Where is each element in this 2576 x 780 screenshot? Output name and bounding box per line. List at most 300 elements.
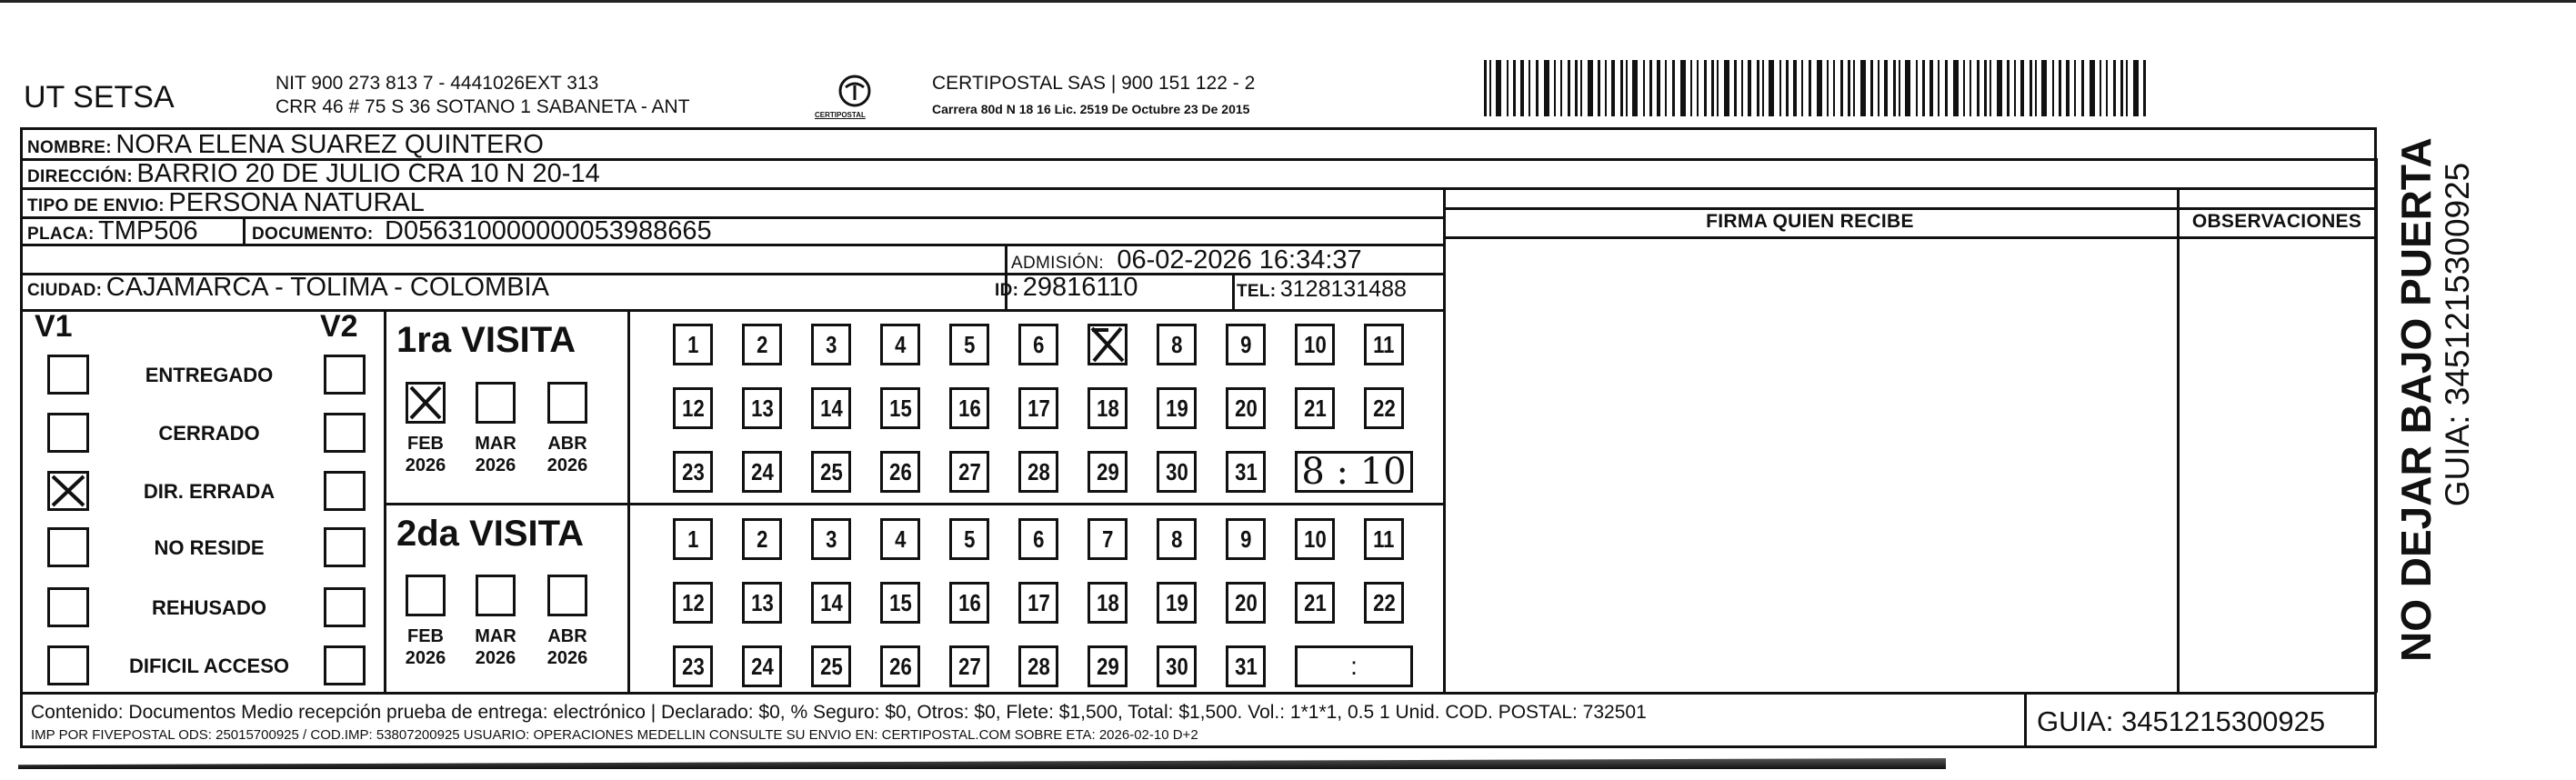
guia-vertical-text: GUIA: 3451215300925 (2439, 162, 2476, 507)
barcode-bar (1741, 60, 1743, 116)
barcode-bar (1672, 60, 1675, 116)
admision-value: 06-02-2026 16:34:37 (1117, 245, 1362, 275)
barcode-bar (1632, 60, 1638, 116)
tel-row (1237, 276, 1407, 303)
barcode-bar (1529, 60, 1530, 116)
placa-label: PLACA: (27, 225, 95, 244)
barcode-bar (1513, 60, 1516, 116)
month-name: MAR (475, 434, 516, 454)
day-number: 28 (1027, 653, 1050, 680)
tipo-row (27, 188, 425, 218)
tipo-label: TIPO DE ENVIO: (27, 196, 165, 215)
v2-label: V2 (320, 309, 358, 344)
day-box[interactable] (1226, 387, 1266, 429)
barcode-bar (1711, 60, 1714, 116)
day-box[interactable] (1226, 518, 1266, 560)
barcode-bar (2106, 60, 2108, 116)
day-number: 26 (888, 653, 912, 680)
day-number: 9 (1239, 331, 1252, 358)
month-label (468, 433, 523, 476)
day-number: 8 (1170, 525, 1183, 553)
day-number: 9 (1239, 525, 1252, 553)
day-number: 10 (1303, 525, 1327, 553)
nombre-row (27, 130, 544, 160)
month-checkbox[interactable] (476, 382, 516, 424)
day-box[interactable] (1295, 582, 1335, 624)
barcode-bar (1793, 60, 1797, 116)
month-year: 2026 (546, 648, 588, 668)
day-box[interactable] (1226, 582, 1266, 624)
v2-checkbox[interactable] (324, 587, 366, 627)
day-box[interactable] (880, 451, 920, 493)
logo-caption: CERTIPOSTAL (815, 111, 866, 119)
day-number: 31 (1234, 653, 1258, 680)
barcode-bar (2120, 60, 2123, 116)
month-name: FEB (407, 434, 444, 454)
direccion-row (27, 159, 600, 189)
day-box[interactable] (1364, 324, 1404, 365)
day-number: 18 (1096, 395, 1119, 422)
barcode-bar (1620, 60, 1623, 116)
imp-line: IMP POR FIVEPOSTAL ODS: 25015700925 / COD.IMP: 53807200925 USUARIO: OPERACIONES MEDELLIN CONSULTE SU ENVIO EN: CERTIPOSTAL.COM SOBRE ETA: 2026-02-10 D+2 (31, 727, 1198, 743)
day-box-checked[interactable] (1088, 324, 1128, 365)
day-box[interactable] (949, 451, 989, 493)
barcode-bar (2020, 60, 2024, 116)
barcode-bar (1870, 60, 1873, 116)
barcode-bar (1580, 60, 1582, 116)
admision-label: ADMISIÓN: (1011, 254, 1104, 273)
day-box[interactable] (880, 518, 920, 560)
day-box[interactable] (811, 582, 851, 624)
day-number: 22 (1372, 589, 1396, 616)
day-box[interactable] (1088, 518, 1128, 560)
day-number: 21 (1303, 589, 1327, 616)
barcode-bar (2100, 60, 2101, 116)
month-name: ABR (547, 434, 587, 454)
barcode-bar (1997, 60, 2002, 116)
v1-checkbox[interactable] (47, 587, 89, 627)
status-option-label: ENTREGADO (145, 364, 274, 386)
day-box[interactable] (1018, 518, 1058, 560)
nit-line: NIT 900 273 813 7 - 4441026EXT 313 (276, 73, 599, 94)
v1-checkbox[interactable] (47, 645, 89, 685)
barcode-bar (1507, 60, 1509, 116)
barcode-bar (1520, 60, 1524, 116)
documento-label: DOCUMENTO: (252, 225, 374, 244)
day-box[interactable] (673, 645, 713, 687)
day-number: 17 (1027, 589, 1050, 616)
day-number: 25 (819, 458, 843, 485)
month-year: 2026 (546, 455, 588, 475)
x-mark-icon (1090, 326, 1125, 363)
day-box[interactable] (811, 324, 851, 365)
day-box[interactable] (1088, 645, 1128, 687)
tel-label: TEL: (1237, 282, 1277, 301)
direccion-value: BARRIO 20 DE JULIO CRA 10 N 20-14 (136, 159, 600, 188)
day-number: 14 (819, 395, 843, 422)
day-number: 2 (756, 331, 768, 358)
barcode-bar (1734, 60, 1737, 116)
barcode-bar (1833, 60, 1835, 116)
v2-checkbox[interactable] (324, 645, 366, 685)
barcode-bar (1680, 60, 1686, 116)
day-box[interactable] (1226, 451, 1266, 493)
day-number: 27 (957, 653, 981, 680)
day-box[interactable] (880, 582, 920, 624)
day-box[interactable] (949, 387, 989, 429)
barcode-bar (1769, 60, 1774, 116)
month-checkbox[interactable] (406, 575, 446, 616)
day-box[interactable] (811, 518, 851, 560)
day-number: 2 (756, 525, 768, 553)
day-number: 18 (1096, 589, 1119, 616)
month-year: 2026 (405, 648, 446, 668)
barcode-bar (1748, 60, 1751, 116)
day-number: 10 (1303, 331, 1327, 358)
documento-value: D056310000000053988665 (385, 216, 712, 245)
day-number: 21 (1303, 395, 1327, 422)
barcode-bar (1724, 60, 1729, 116)
barcode-bar (1554, 60, 1556, 116)
ciudad-row (27, 273, 549, 303)
day-number: 13 (750, 395, 774, 422)
day-number: 23 (681, 653, 705, 680)
day-box[interactable] (880, 645, 920, 687)
day-box[interactable] (1364, 518, 1404, 560)
bottom-edge (18, 758, 1946, 769)
barcode-bar (1536, 60, 1539, 116)
month-name: FEB (407, 626, 444, 646)
day-box[interactable] (673, 387, 713, 429)
barcode-bar (2113, 60, 2116, 116)
barcode-bar (2133, 60, 2139, 116)
barcode-bar (1853, 60, 1855, 116)
barcode (1484, 60, 2148, 116)
month-label (540, 433, 595, 476)
barcode-bar (1544, 60, 1549, 116)
time-field[interactable]: 8 : 10 (1295, 451, 1413, 493)
day-number: 30 (1165, 458, 1188, 485)
day-box[interactable] (1018, 387, 1058, 429)
barcode-bar (1598, 60, 1600, 116)
contenido-line: Contenido: Documentos Medio recepción prueba de entrega: electrónico | Declarado: $0, % Seguro: $0, Otros: $0, Flete: $1,500, Total: $1,500. Vol.: 1*1*1, 0.5 1 Unid. COD. POSTAL: 732501 (31, 702, 1647, 723)
day-box[interactable] (1088, 582, 1128, 624)
day-number: 16 (957, 395, 981, 422)
id-label: ID: (995, 281, 1019, 300)
barcode-bar (1496, 60, 1501, 116)
day-box[interactable] (1226, 324, 1266, 365)
barcode-bar (2007, 60, 2010, 116)
month-label (398, 625, 453, 669)
barcode-bar (1893, 60, 1896, 116)
barcode-bar (1860, 60, 1866, 116)
ciudad-label: CIUDAD: (27, 281, 103, 300)
day-box[interactable] (1157, 324, 1197, 365)
barcode-bar (1929, 60, 1933, 116)
barcode-bar (1922, 60, 1925, 116)
firma-header: FIRMA QUIEN RECIBE (1706, 211, 1914, 232)
footer-guia: GUIA: 3451215300925 (2037, 705, 2326, 737)
day-number: 11 (1373, 331, 1395, 358)
day-number: 26 (888, 458, 912, 485)
id-value: 29816110 (1022, 273, 1138, 302)
month-label (398, 433, 453, 476)
nombre-value: NORA ELENA SUAREZ QUINTERO (115, 130, 544, 159)
barcode-bar (1588, 60, 1593, 116)
day-box[interactable] (742, 518, 782, 560)
month-name: ABR (547, 626, 587, 646)
tipo-value: PERSONA NATURAL (168, 188, 425, 217)
day-number: 12 (681, 395, 705, 422)
x-mark-icon (408, 385, 443, 421)
v1-checkbox[interactable] (47, 527, 89, 567)
day-box[interactable] (1018, 324, 1058, 365)
day-number: 24 (750, 458, 774, 485)
day-number: 20 (1234, 589, 1258, 616)
barcode-bar (1657, 60, 1660, 116)
day-box[interactable] (742, 582, 782, 624)
status-option-label: DIFICIL ACCESO (128, 655, 289, 677)
barcode-bar (1757, 60, 1759, 116)
barcode-bar (1827, 60, 1829, 116)
barcode-bar (2143, 60, 2146, 116)
barcode-bar (1970, 60, 1971, 116)
barcode-bar (2090, 60, 2095, 116)
day-number: 4 (894, 331, 907, 358)
barcode-bar (1817, 60, 1822, 116)
status-option-label: CERRADO (158, 422, 260, 445)
month-name: MAR (475, 626, 516, 646)
id-row (995, 273, 1138, 303)
time-field[interactable]: : (1295, 645, 1413, 687)
barcode-bar (1878, 60, 1879, 116)
barcode-bar (1484, 60, 1487, 116)
day-number: 28 (1027, 458, 1050, 485)
direccion-label: DIRECCIÓN: (27, 167, 133, 186)
barcode-bar (1697, 60, 1699, 116)
day-box[interactable] (1226, 645, 1266, 687)
day-box[interactable] (811, 387, 851, 429)
barcode-bar (1884, 60, 1888, 116)
tel-value: 3128131488 (1279, 276, 1407, 302)
barcode-bar (1762, 60, 1764, 116)
day-number: 7 (1101, 525, 1114, 553)
day-box[interactable] (1157, 518, 1197, 560)
day-box[interactable] (673, 518, 713, 560)
day-box[interactable] (880, 324, 920, 365)
barcode-bar (1905, 60, 1910, 116)
day-number: 4 (894, 525, 907, 553)
v2-checkbox[interactable] (324, 413, 366, 453)
month-checkbox[interactable] (406, 382, 446, 424)
barcode-bar (1717, 60, 1719, 116)
day-number: 24 (750, 653, 774, 680)
status-option-label: REHUSADO (152, 596, 266, 619)
day-box[interactable] (1295, 518, 1335, 560)
day-number: 12 (681, 589, 705, 616)
day-box[interactable] (742, 451, 782, 493)
day-box[interactable] (742, 324, 782, 365)
barcode-bar (1963, 60, 1965, 116)
side-warning (2379, 137, 2488, 664)
day-number: 23 (681, 458, 705, 485)
day-box[interactable] (1364, 387, 1404, 429)
day-number: 19 (1165, 589, 1188, 616)
status-option-label: NO RESIDE (154, 536, 265, 559)
day-number: 15 (888, 589, 912, 616)
barcode-bar (1560, 60, 1562, 116)
day-number: 11 (1373, 525, 1395, 553)
address-line: CRR 46 # 75 S 36 SOTANO 1 SABANETA - ANT (276, 96, 690, 117)
v2-checkbox[interactable] (324, 355, 366, 395)
certipostal-logo-icon (837, 73, 873, 109)
barcode-bar (1626, 60, 1628, 116)
day-box[interactable] (1364, 582, 1404, 624)
day-number: 3 (825, 525, 837, 553)
v1-label: V1 (35, 309, 73, 344)
v1-checkbox[interactable] (47, 355, 89, 395)
day-box[interactable] (673, 451, 713, 493)
day-box[interactable] (1157, 387, 1197, 429)
first-visit-title: 1ra VISITA (396, 320, 576, 360)
barcode-bar (2066, 60, 2070, 116)
certipostal-line: CERTIPOSTAL SAS | 900 151 122 - 2 (932, 73, 1256, 94)
admision-row (1011, 245, 1362, 275)
barcode-bar (1643, 60, 1645, 116)
no-dejar-text: NO DEJAR BAJO PUERTA (2392, 137, 2440, 662)
day-number: 27 (957, 458, 981, 485)
day-number: 17 (1027, 395, 1050, 422)
day-box[interactable] (880, 387, 920, 429)
day-box[interactable] (1088, 451, 1128, 493)
day-number: 31 (1234, 458, 1258, 485)
month-year: 2026 (405, 455, 446, 475)
day-number: 6 (1032, 525, 1045, 553)
barcode-bar (2014, 60, 2016, 116)
license-line: Carrera 80d N 18 16 Lic. 2519 De Octubre 23 De 2015 (932, 102, 1250, 116)
barcode-bar (1779, 60, 1781, 116)
barcode-bar (1690, 60, 1692, 116)
day-number: 5 (963, 331, 976, 358)
barcode-bar (1990, 60, 1991, 116)
day-box[interactable] (673, 324, 713, 365)
barcode-bar (2059, 60, 2061, 116)
day-number: 29 (1096, 458, 1119, 485)
day-box[interactable] (1018, 645, 1058, 687)
barcode-bar (1848, 60, 1850, 116)
barcode-bar (1704, 60, 1707, 116)
day-number: 5 (963, 525, 976, 553)
barcode-bar (1575, 60, 1578, 116)
day-box[interactable] (949, 518, 989, 560)
day-box[interactable] (742, 645, 782, 687)
day-box[interactable] (949, 324, 989, 365)
documento-row (252, 216, 712, 246)
day-box[interactable] (811, 451, 851, 493)
day-number: 22 (1372, 395, 1396, 422)
day-box[interactable] (1088, 387, 1128, 429)
day-box[interactable] (742, 387, 782, 429)
month-label (540, 625, 595, 669)
day-number: 30 (1165, 653, 1188, 680)
day-box[interactable] (949, 582, 989, 624)
barcode-bar (1977, 60, 1980, 116)
placa-value: TMP506 (98, 216, 198, 245)
barcode-bar (2041, 60, 2047, 116)
month-checkbox[interactable] (476, 575, 516, 616)
barcode-bar (1945, 60, 1948, 116)
v2-checkbox[interactable] (324, 527, 366, 567)
barcode-bar (1649, 60, 1652, 116)
day-box[interactable] (673, 582, 713, 624)
barcode-bar (1801, 60, 1803, 116)
v1-checkbox[interactable] (47, 413, 89, 453)
day-number: 1 (687, 525, 699, 553)
day-number: 16 (957, 589, 981, 616)
day-box[interactable] (1295, 387, 1335, 429)
day-number: 19 (1165, 395, 1188, 422)
placa-row (27, 216, 198, 246)
barcode-bar (2074, 60, 2076, 116)
month-year: 2026 (475, 648, 516, 668)
barcode-bar (1611, 60, 1615, 116)
barcode-bar (1984, 60, 1987, 116)
day-number: 20 (1234, 395, 1258, 422)
company-name: UT SETSA (24, 80, 175, 115)
status-option-label: DIR. ERRADA (143, 480, 276, 503)
barcode-bar (1938, 60, 1940, 116)
barcode-bar (1809, 60, 1811, 116)
day-number: 15 (888, 395, 912, 422)
barcode-bar (1840, 60, 1843, 116)
day-number: 1 (687, 331, 699, 358)
v2-checkbox[interactable] (324, 471, 366, 511)
month-checkbox[interactable] (547, 382, 587, 424)
barcode-bar (1665, 60, 1667, 116)
day-number: 3 (825, 331, 837, 358)
day-box[interactable] (1157, 582, 1197, 624)
barcode-bar (2126, 60, 2128, 116)
barcode-bar (1953, 60, 1959, 116)
nombre-label: NOMBRE: (27, 138, 112, 157)
barcode-bar (1916, 60, 1918, 116)
top-edge (0, 0, 2576, 3)
month-year: 2026 (475, 455, 516, 475)
day-box[interactable] (1295, 324, 1335, 365)
x-mark-icon (50, 474, 86, 508)
day-box[interactable] (811, 645, 851, 687)
second-visit-title: 2da VISITA (396, 514, 584, 554)
day-number: 25 (819, 653, 843, 680)
month-checkbox[interactable] (547, 575, 587, 616)
barcode-bar (1489, 60, 1491, 116)
day-box[interactable] (1157, 645, 1197, 687)
barcode-bar (1605, 60, 1607, 116)
month-label (468, 625, 523, 669)
day-number: 8 (1170, 331, 1183, 358)
barcode-bar (1899, 60, 1900, 116)
day-box[interactable] (1018, 451, 1058, 493)
day-box[interactable] (949, 645, 989, 687)
day-box[interactable] (1018, 582, 1058, 624)
ciudad-value: CAJAMARCA - TOLIMA - COLOMBIA (105, 273, 549, 302)
barcode-bar (1786, 60, 1789, 116)
day-number: 14 (819, 589, 843, 616)
observaciones-header: OBSERVACIONES (2191, 211, 2362, 232)
v1-checkbox[interactable] (47, 471, 89, 511)
barcode-bar (2081, 60, 2084, 116)
day-box[interactable] (1157, 451, 1197, 493)
